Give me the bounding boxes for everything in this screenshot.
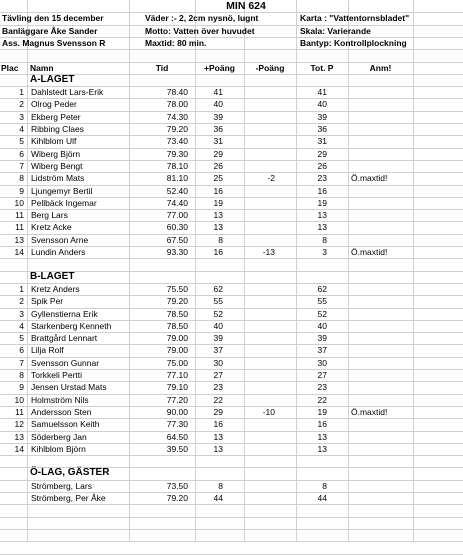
result-minus-cell	[245, 344, 275, 356]
result-plac-cell: 6	[19, 345, 24, 355]
result-minus-cell	[245, 369, 275, 381]
result-minus-cell	[245, 431, 275, 443]
result-tid-cell: 74.30	[166, 112, 188, 122]
result-tid-cell: 77.00	[166, 210, 188, 220]
result-plus-cell: 8	[218, 481, 223, 491]
result-minus-cell	[245, 123, 275, 135]
result-minus-cell	[245, 234, 275, 246]
result-plus-cell: 8	[218, 235, 223, 245]
result-tid-cell: 77.30	[166, 419, 188, 429]
result-namn-cell: Strömberg, Per Åke	[31, 493, 106, 503]
result-plac-cell: 9	[19, 186, 24, 196]
result-plus-cell: 62	[213, 284, 223, 294]
result-tot-cell: 44	[317, 493, 327, 503]
result-anm-cell	[351, 308, 413, 320]
result-tid-cell: 64.50	[166, 432, 188, 442]
info-cell: Karta : "Vattentornsbladet"	[300, 13, 410, 23]
result-anm-cell	[351, 332, 413, 344]
group-heading: B-LAGET	[30, 271, 75, 282]
result-namn-cell: Spik Per	[31, 296, 64, 306]
result-minus-cell	[245, 332, 275, 344]
result-minus-cell: -13	[262, 247, 275, 257]
info-cell: Tävling den 15 december	[2, 13, 104, 23]
result-plus-cell: 55	[213, 296, 223, 306]
result-tot-cell: 40	[317, 99, 327, 109]
result-anm-cell	[351, 418, 413, 430]
result-tid-cell: 93.30	[166, 247, 188, 257]
result-plac-cell: 4	[19, 124, 24, 134]
result-tid-cell: 77.20	[166, 395, 188, 405]
result-plus-cell: 40	[213, 321, 223, 331]
result-plus-cell: 22	[213, 395, 223, 405]
result-minus-cell	[245, 111, 275, 123]
result-plus-cell: 16	[213, 419, 223, 429]
result-minus-cell	[245, 381, 275, 393]
result-anm-cell	[351, 431, 413, 443]
result-plus-cell: 39	[213, 112, 223, 122]
column-header-plac: Plac	[1, 63, 19, 73]
result-namn-cell: Wiberg Björn	[31, 149, 81, 159]
info-cell: Ass. Magnus Svensson R	[2, 38, 106, 48]
result-tid-cell: 79.00	[166, 333, 188, 343]
info-cell: Motto: Vatten över huvudet	[145, 26, 255, 36]
grid-row-line	[0, 529, 463, 530]
result-plus-cell: 26	[213, 161, 223, 171]
result-tid-cell: 78.00	[166, 99, 188, 109]
result-plus-cell: 37	[213, 345, 223, 355]
result-tot-cell: 8	[322, 235, 327, 245]
result-plus-cell: 16	[213, 247, 223, 257]
result-anm-cell	[351, 98, 413, 110]
result-plac-cell: 10	[14, 198, 24, 208]
result-tid-cell: 78.40	[166, 87, 188, 97]
result-plac-cell: 7	[19, 358, 24, 368]
result-anm-cell	[351, 148, 413, 160]
result-minus-cell	[245, 308, 275, 320]
result-minus-cell	[245, 221, 275, 233]
result-namn-cell: Kretz Anders	[31, 284, 80, 294]
result-tid-cell: 79.30	[166, 149, 188, 159]
column-header-namn: Namn	[30, 63, 54, 73]
result-tot-cell: 40	[317, 321, 327, 331]
info-cell: Skala: Varierande	[300, 26, 371, 36]
result-plus-cell: 16	[213, 186, 223, 196]
result-tid-cell: 81.10	[166, 173, 188, 183]
result-tot-cell: 36	[317, 124, 327, 134]
result-anm-cell	[351, 111, 413, 123]
result-tot-cell: 37	[317, 345, 327, 355]
result-plus-cell: 29	[213, 149, 223, 159]
result-namn-cell: Ribbing Claes	[31, 124, 84, 134]
result-tid-cell: 73.50	[166, 481, 188, 491]
result-anm-cell: Ö.maxtid!	[351, 173, 388, 183]
result-plac-cell: 7	[19, 161, 24, 171]
result-plus-cell: 13	[213, 222, 223, 232]
result-plac-cell: 6	[19, 149, 24, 159]
result-tot-cell: 29	[317, 149, 327, 159]
result-minus-cell	[245, 160, 275, 172]
result-minus-cell	[245, 98, 275, 110]
result-minus-cell: -10	[262, 407, 275, 417]
result-namn-cell: Söderberg Jan	[31, 432, 87, 442]
result-namn-cell: Kihlblom Björn	[31, 444, 86, 454]
result-anm-cell	[351, 135, 413, 147]
result-plac-cell: 14	[14, 247, 24, 257]
result-plac-cell	[1, 492, 24, 504]
result-minus-cell	[245, 357, 275, 369]
result-minus-cell	[245, 185, 275, 197]
result-plac-cell: 8	[19, 370, 24, 380]
result-plus-cell: 13	[213, 210, 223, 220]
result-anm-cell	[351, 283, 413, 295]
result-tot-cell: 16	[317, 419, 327, 429]
result-tot-cell: 55	[317, 296, 327, 306]
result-namn-cell: Holmström Nils	[31, 395, 89, 405]
result-namn-cell: Jensen Urstad Mats	[31, 382, 107, 392]
result-minus-cell	[245, 320, 275, 332]
result-namn-cell: Lilja Rolf	[31, 345, 64, 355]
result-tid-cell: 60.30	[166, 222, 188, 232]
result-tot-cell: 8	[322, 481, 327, 491]
result-plac-cell: 4	[19, 321, 24, 331]
result-plac-cell: 14	[14, 444, 24, 454]
result-namn-cell: Svensson Gunnar	[31, 358, 100, 368]
result-anm-cell: Ö.maxtid!	[351, 407, 388, 417]
result-minus-cell	[245, 492, 275, 504]
result-tid-cell: 78.10	[166, 161, 188, 171]
result-plus-cell: 39	[213, 333, 223, 343]
result-plac-cell: 13	[14, 432, 24, 442]
result-plac-cell: 8	[19, 173, 24, 183]
result-plus-cell: 31	[213, 136, 223, 146]
result-tot-cell: 19	[317, 198, 327, 208]
result-minus-cell	[245, 443, 275, 455]
result-plus-cell: 41	[213, 87, 223, 97]
result-namn-cell: Svensson Arne	[31, 235, 89, 245]
result-minus-cell	[245, 209, 275, 221]
result-plac-cell: 11	[15, 210, 24, 220]
result-tot-cell: 3	[322, 247, 327, 257]
result-namn-cell: Ljungemyr Bertil	[31, 186, 93, 196]
result-plus-cell: 19	[213, 198, 223, 208]
result-tot-cell: 39	[317, 112, 327, 122]
result-namn-cell: Kihlblom Ulf	[31, 136, 77, 146]
group-heading: A-LAGET	[30, 74, 75, 85]
result-tot-cell: 13	[317, 444, 327, 454]
result-plac-cell: 10	[14, 395, 24, 405]
result-tot-cell: 16	[317, 186, 327, 196]
result-plac-cell: 1	[19, 284, 24, 294]
result-anm-cell	[351, 320, 413, 332]
result-plus-cell: 27	[213, 370, 223, 380]
result-tid-cell: 75.00	[166, 358, 188, 368]
result-plac-cell	[1, 480, 24, 492]
result-namn-cell: Ekberg Peter	[31, 112, 81, 122]
result-anm-cell	[351, 221, 413, 233]
result-tid-cell: 74.40	[166, 198, 188, 208]
result-plac-cell: 13	[14, 235, 24, 245]
info-cell: Maxtid: 80 min.	[145, 38, 207, 48]
info-cell: Väder :- 2, 2cm nysnö, lugnt	[145, 13, 259, 23]
result-tot-cell: 22	[317, 395, 327, 405]
result-plac-cell: 2	[19, 99, 24, 109]
result-plus-cell: 30	[213, 358, 223, 368]
result-plus-cell: 44	[213, 493, 223, 503]
result-tot-cell: 30	[317, 358, 327, 368]
result-tot-cell: 39	[317, 333, 327, 343]
result-tid-cell: 79.10	[166, 382, 188, 392]
sheet-title: MIN 624	[226, 0, 266, 12]
result-tid-cell: 79.20	[166, 124, 188, 134]
result-plus-cell: 40	[213, 99, 223, 109]
result-plac-cell: 11	[15, 407, 24, 417]
result-namn-cell: Lidström Mats	[31, 173, 85, 183]
result-namn-cell: Samuelsson Keith	[31, 419, 100, 429]
result-minus-cell	[245, 197, 275, 209]
result-tid-cell: 79.20	[166, 493, 188, 503]
result-tid-cell: 39.50	[166, 444, 188, 454]
result-plac-cell: 3	[19, 112, 24, 122]
result-anm-cell	[351, 123, 413, 135]
result-namn-cell: Strömberg, Lars	[31, 481, 92, 491]
result-minus-cell	[245, 283, 275, 295]
result-tot-cell: 13	[317, 222, 327, 232]
grid-row-line	[0, 258, 463, 259]
result-anm-cell	[351, 492, 413, 504]
result-anm-cell	[351, 443, 413, 455]
result-tid-cell: 79.20	[166, 296, 188, 306]
result-namn-cell: Torkkeli Pertti	[31, 370, 83, 380]
result-tot-cell: 52	[317, 309, 327, 319]
column-header-plus: +Poäng	[204, 63, 235, 73]
result-anm-cell	[351, 209, 413, 221]
result-tot-cell: 23	[317, 382, 327, 392]
grid-row-line	[0, 455, 463, 456]
result-anm-cell	[351, 394, 413, 406]
result-tot-cell: 26	[317, 161, 327, 171]
info-cell: Banläggare Åke Sander	[2, 26, 98, 36]
result-minus-cell	[245, 86, 275, 98]
result-plac-cell: 12	[14, 419, 24, 429]
result-tid-cell: 78.50	[166, 309, 188, 319]
group-heading: Ö-LAG, GÄSTER	[30, 467, 110, 478]
grid-row-line	[0, 517, 463, 518]
result-namn-cell: Kretz Acke	[31, 222, 72, 232]
result-tot-cell: 13	[317, 432, 327, 442]
result-namn-cell: Gyllenstierna Erik	[31, 309, 98, 319]
result-namn-cell: Olrog Peder	[31, 99, 77, 109]
result-plac-cell: 3	[19, 309, 24, 319]
result-anm-cell	[351, 234, 413, 246]
result-plus-cell: 13	[213, 432, 223, 442]
result-tid-cell: 77.10	[166, 370, 188, 380]
grid-row-line	[0, 504, 463, 505]
result-namn-cell: Andersson Sten	[31, 407, 92, 417]
result-namn-cell: Dahlstedt Lars-Erik	[31, 87, 104, 97]
result-plus-cell: 23	[213, 382, 223, 392]
result-tid-cell: 52.40	[166, 186, 188, 196]
result-minus-cell	[245, 135, 275, 147]
result-namn-cell: Brattgård Lennart	[31, 333, 98, 343]
result-anm-cell	[351, 344, 413, 356]
result-tot-cell: 27	[317, 370, 327, 380]
result-anm-cell	[351, 480, 413, 492]
result-anm-cell	[351, 86, 413, 98]
result-tid-cell: 78.50	[166, 321, 188, 331]
column-header-tot: Tot. P	[310, 63, 334, 73]
result-anm-cell	[351, 197, 413, 209]
result-plac-cell: 5	[19, 333, 24, 343]
column-header-anm: Anm!	[369, 63, 392, 73]
result-plus-cell: 36	[213, 124, 223, 134]
result-minus-cell	[245, 480, 275, 492]
result-plus-cell: 29	[213, 407, 223, 417]
result-minus-cell	[245, 295, 275, 307]
result-tot-cell: 23	[317, 173, 327, 183]
result-plac-cell: 2	[19, 296, 24, 306]
result-namn-cell: Lundin Anders	[31, 247, 86, 257]
result-namn-cell: Pellbäck Ingemar	[31, 198, 97, 208]
result-anm-cell	[351, 381, 413, 393]
result-plac-cell: 11	[15, 222, 24, 232]
column-header-minus: -Poäng	[255, 63, 285, 73]
result-tot-cell: 19	[317, 407, 327, 417]
result-tid-cell: 75.50	[166, 284, 188, 294]
result-tot-cell: 41	[317, 87, 327, 97]
result-minus-cell	[245, 148, 275, 160]
result-tid-cell: 90.00	[166, 407, 188, 417]
result-plus-cell: 25	[213, 173, 223, 183]
result-tid-cell: 67.50	[166, 235, 188, 245]
column-header-tid: Tid	[155, 63, 169, 73]
result-tot-cell: 13	[317, 210, 327, 220]
grid-row-line	[0, 49, 463, 50]
result-plac-cell: 9	[19, 382, 24, 392]
result-tid-cell: 73.40	[166, 136, 188, 146]
result-tot-cell: 62	[317, 284, 327, 294]
result-tot-cell: 31	[317, 136, 327, 146]
result-anm-cell	[351, 357, 413, 369]
result-anm-cell	[351, 295, 413, 307]
result-minus-cell	[245, 394, 275, 406]
result-tid-cell: 79.00	[166, 345, 188, 355]
result-plac-cell: 1	[19, 87, 24, 97]
result-namn-cell: Starkenberg Kenneth	[31, 321, 112, 331]
result-namn-cell: Berg Lars	[31, 210, 68, 220]
result-anm-cell	[351, 160, 413, 172]
result-anm-cell	[351, 369, 413, 381]
result-plus-cell: 13	[213, 444, 223, 454]
result-namn-cell: Wiberg Bengt	[31, 161, 83, 171]
result-plus-cell: 52	[213, 309, 223, 319]
result-anm-cell: Ö.maxtid!	[351, 247, 388, 257]
result-minus-cell	[245, 418, 275, 430]
result-minus-cell: -2	[267, 173, 275, 183]
result-plac-cell: 5	[19, 136, 24, 146]
info-cell: Bantyp: Kontrollplockning	[300, 38, 407, 48]
result-anm-cell	[351, 185, 413, 197]
